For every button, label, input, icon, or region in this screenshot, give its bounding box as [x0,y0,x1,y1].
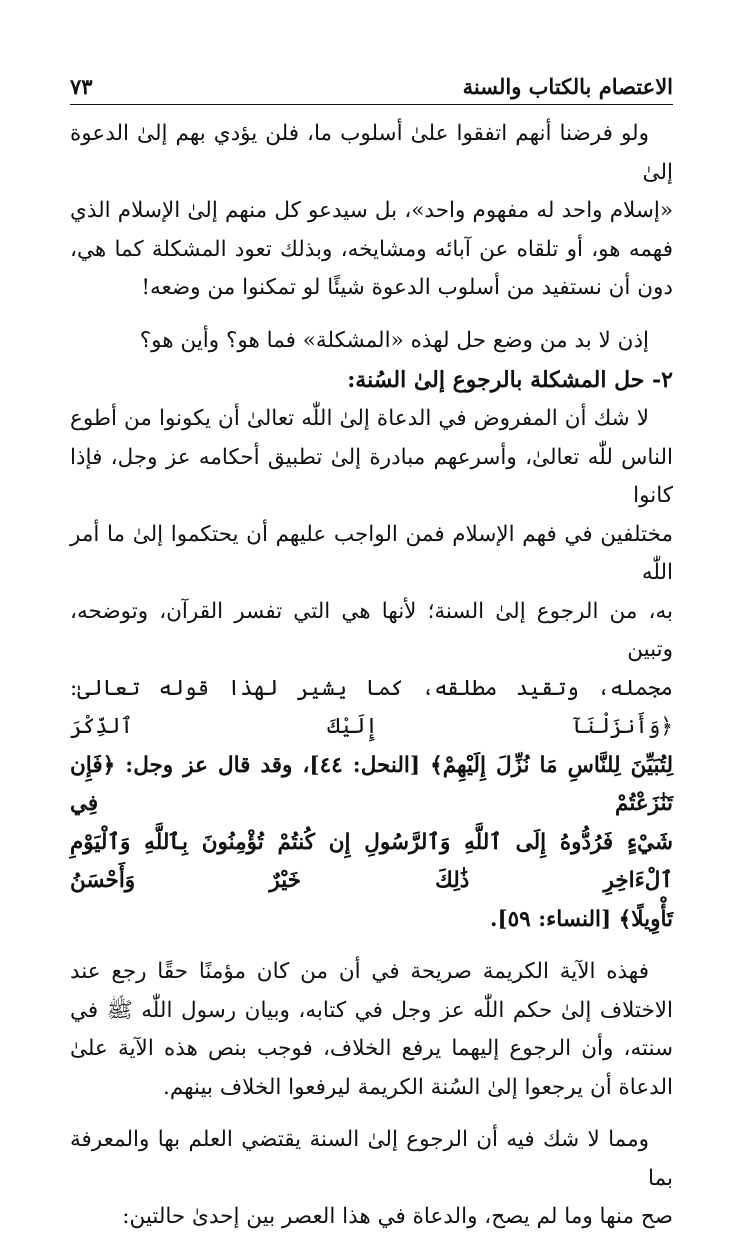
running-title: الاعتصام بالكتاب والسنة [462,74,673,99]
quran-verse-line: شَيْءٍ فَرُدُّوهُ إِلَى ٱللَّهِ وَٱلرَّسُولِ إِن كُنتُمْ تُؤْمِنُونَ بِٱللَّهِ وَٱلْيَوْمِ ٱلْءَاخِرِ ذَٰلِكَ خَيْرٌ وَأَحْسَنُ [70,829,673,893]
text-line: ولو فرضنا أنهم اتفقوا علىٰ أسلوب ما، فلن يؤدي بهم إلىٰ الدعوة إلىٰ [70,121,673,185]
paragraph-1 [70,115,673,308]
text-line: مختلفين في فهم الإسلام فمن الواجب عليهم أن يحتكموا إلىٰ ما أمر اللّٰه [70,521,673,585]
paragraph-5 [70,1121,673,1237]
text-line: مجمله، وتقيد مطلقه، كما يشير لهذا قوله تعالىٰ: ﴿وَأَنزَلْنَآ إِلَيْكَ ٱلذِّكْرَ [70,675,673,739]
paragraph-3 [70,400,673,939]
paragraph-2: إذن لا بد من وضع حل لهذه «المشكلة» فما هو؟ وأين هو؟ [139,327,649,353]
running-header [70,70,673,105]
text-line: الناس للّٰه تعالىٰ، وأسرعهم مبادرة إلىٰ تطبيق أحكامه عز وجل، فإذا كانوا [70,444,673,508]
text-line: الاختلاف إلىٰ حكم اللّٰه عز وجل في كتابه، وبيان رسول اللّٰه ﷺ في [70,997,673,1023]
page-number: ٧٣ [70,74,93,99]
text-line: صح منها وما لم يصح، والدعاة في هذا العصر بين إحدىٰ حالتين: [122,1204,673,1229]
paragraph-4 [70,953,673,1107]
text-line: الدعاة أن يرجعوا إلىٰ السُنة الكريمة ليرفعوا الخلاف بينهم. [162,1074,673,1100]
text-line: به، من الرجوع إلىٰ السنة؛ لأنها هي التي تفسر القرآن، وتوضحه، وتبين [70,598,673,662]
quran-verse-line: تَأْوِيلًا﴾ [النساء: ٥٩]. [489,906,673,932]
page-body [70,115,673,1237]
text-line: لا شك أن المفروض في الدعاة إلىٰ اللّٰه تعالىٰ أن يكونوا من أطوع [70,406,649,431]
section-heading: ٢- حل المشكلة بالرجوع إلىٰ السُنة: [347,367,673,393]
text-line: دون أن نستفيد من أسلوب الدعوة شيئًا لو تمكنوا من وضعه! [141,275,673,300]
quran-verse-line: لِتُبَيِّنَ لِلنَّاسِ مَا نُزِّلَ إِلَيْهِمْ﴾ [النحل: ٤٤]، وقد قال عز وجل: ﴿فَإِن تَنَٰزَعْتُمْ فِي [70,752,674,816]
text-line: ومما لا شك فيه أن الرجوع إلىٰ السنة يقتضي العلم بها والمعرفة بما [70,1127,673,1191]
text-line: فهمه هو، أو تلقاه عن آبائه ومشايخه، وبذلك تعود المشكلة كما هي، [70,236,673,262]
text-line: سنته، وأن الرجوع إليهما يرفع الخلاف، فوجب بنص هذه الآية علىٰ [70,1036,673,1061]
text-line: فهذه الآية الكريمة صريحة في أن من كان مؤمنًا حقًا رجع عند [70,959,649,984]
text-line: «إسلام واحد له مفهوم واحد»، بل سيدعو كل منهم إلىٰ الإسلام الذي [70,198,673,223]
